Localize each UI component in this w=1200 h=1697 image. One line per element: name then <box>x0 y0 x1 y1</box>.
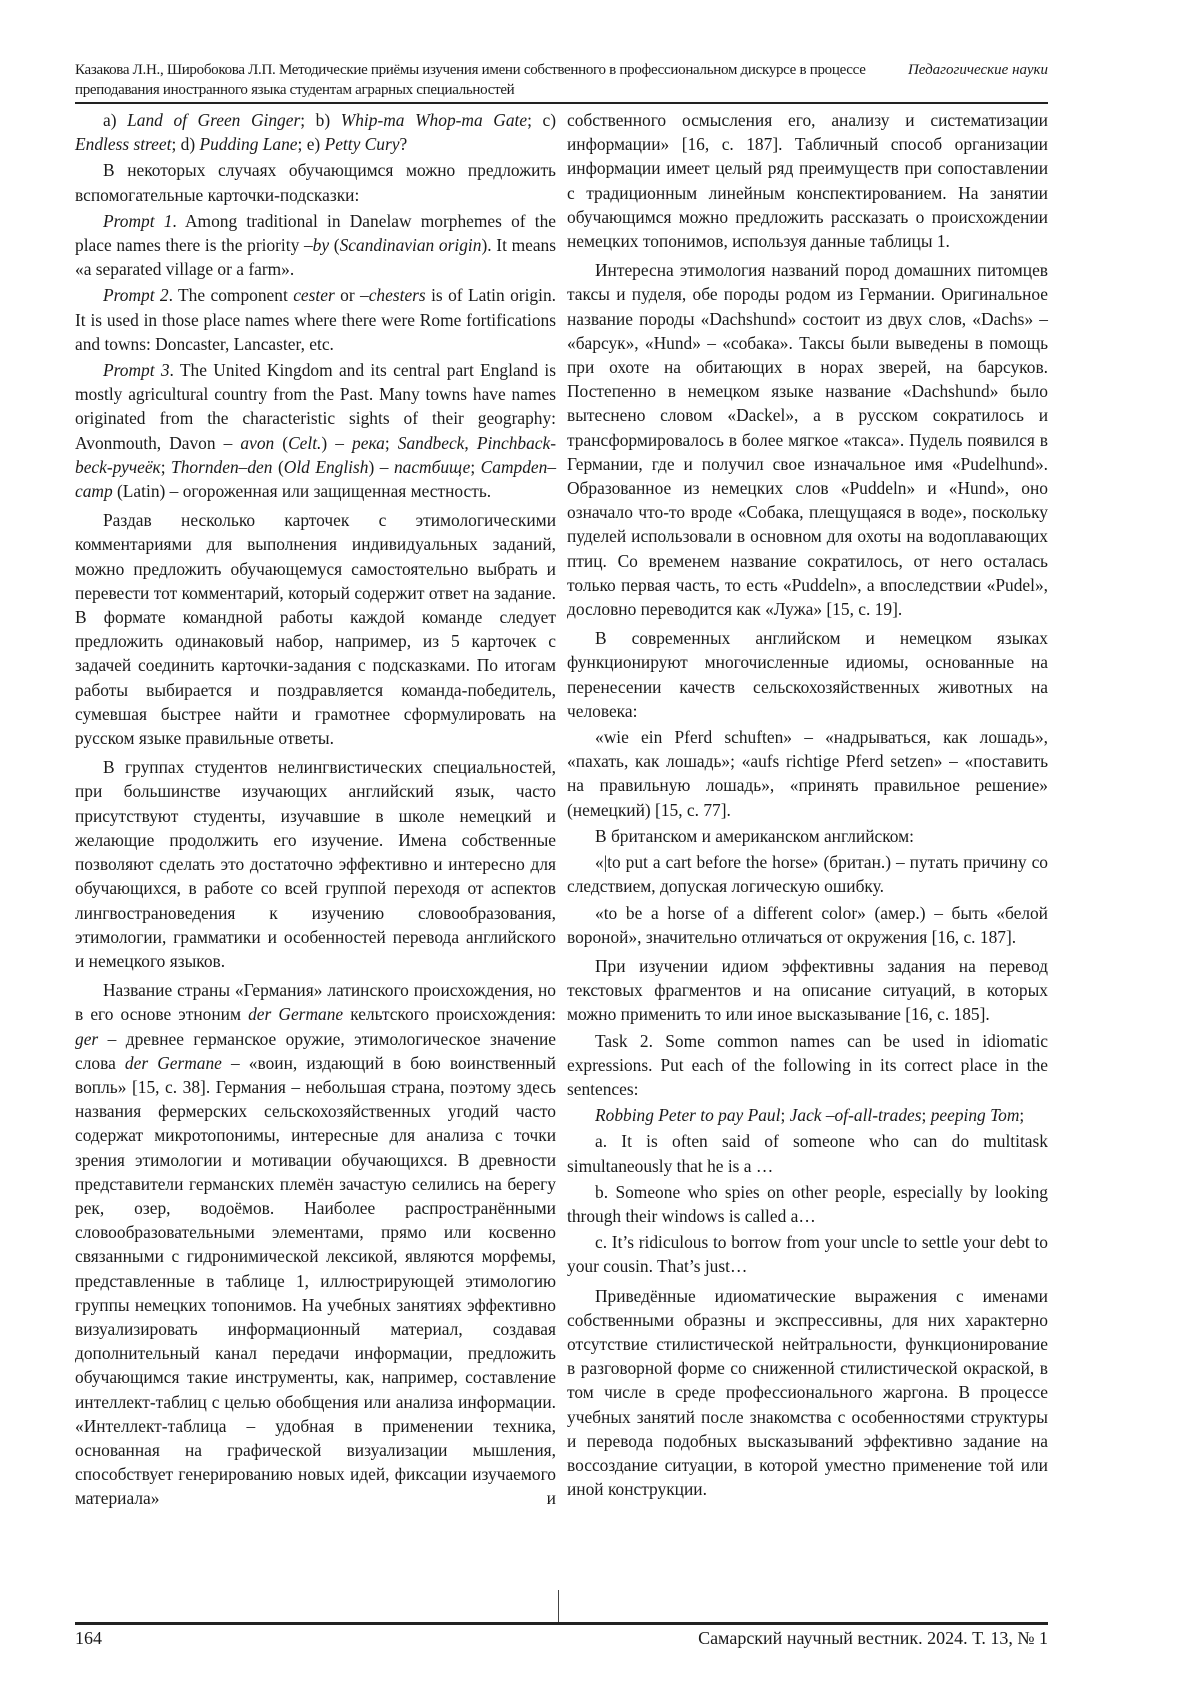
italic-text: –by <box>304 235 329 255</box>
paragraph <box>567 1029 1048 1102</box>
text: . Among traditional in Danelaw morphemes of the place names there is the priority <box>75 211 556 255</box>
text: ( <box>329 235 339 255</box>
paragraph <box>567 725 1048 822</box>
text: ) – <box>321 433 352 453</box>
header-rule <box>75 102 1048 104</box>
paragraph <box>75 755 556 973</box>
italic-text: Petty Cury <box>325 134 400 154</box>
text: or <box>335 285 360 305</box>
italic-text: Prompt 1 <box>103 211 172 231</box>
italic-text: река <box>352 433 385 453</box>
text: При изучении идиом эффективны задания на перевод текстовых фрагментов и на описание ситуаций, в которых можно применить то или иное высказывание [16, с. 185]. <box>567 956 1048 1024</box>
paragraph <box>75 283 556 356</box>
text: ; b) <box>300 110 341 130</box>
text: ; c) <box>527 110 556 130</box>
text: c. It’s ridiculous to borrow from your uncle to settle your debt to your cousin. That’s just… <box>567 1232 1048 1276</box>
text: В современных английском и немецком языках функционируют многочисленные идиомы, основанные на перенесении качеств сельскохозяйственных животных на человека: <box>567 628 1048 721</box>
text: ). It means «a separated village or a farm». <box>75 235 556 279</box>
paragraph <box>567 824 1048 848</box>
text: ; <box>1019 1105 1024 1125</box>
right-column <box>567 108 1048 1503</box>
page-number: 164 <box>75 1626 102 1650</box>
italic-text: Pinchback-beck-ручеёк <box>75 433 556 477</box>
journal-citation: Самарский научный вестник. 2024. Т. 13, № 1 <box>698 1626 1048 1650</box>
text: Task 2. Some common names can be used in idiomatic expressions. Put each of the following in its correct place in the sentences: <box>567 1031 1048 1099</box>
running-header <box>75 60 1048 100</box>
italic-text: Jack –of-all-trades <box>790 1105 922 1125</box>
paragraph <box>75 508 556 750</box>
text: кельтского происхождения: <box>343 1004 556 1024</box>
italic-text: der Germane <box>248 1004 343 1024</box>
italic-text: пастбище <box>394 457 470 477</box>
text: Интересна этимология названий пород домашних питомцев таксы и пуделя, обе породы родом из Германии. Оригинальное название породы «Dachshund» состоит из двух слов, «Dachs» – «барсук», «Hund» – «собака». Таксы были выведены в помощь при охоте на обитающих в норах зверей, на барсуков. Постепенно в немецком языке название «Dachshund» было вытеснено словом «Dackel», а в русском сократилось и трансформировалось в более мягкое «такса». Пудель появился в Германии, где и получил свое изначальное имя «Pudelhund». Образованное из немецких слов «Puddeln» и «Hund», оно означало что-то вроде «Собака, плещущаяся в воде», поскольку пуделей использовали в основном для охоты на водоплавающих птиц. Со временем название сократилось, от него осталась только первая часть, то есть «Puddeln», а впоследствии «Pudel», дословно переводится как «Лужа» [15, с. 19]. <box>567 260 1048 619</box>
italic-text: Campden–camp <box>75 457 556 501</box>
paragraph <box>75 978 556 1510</box>
paragraph <box>567 901 1048 949</box>
paragraph <box>567 954 1048 1027</box>
text: is of Latin origin. It is used in those place names where there were Rome fortifications and towns: Doncaster, Lancaster, etc. <box>75 285 556 353</box>
text: ? <box>399 134 407 154</box>
text: . The component <box>169 285 294 305</box>
italic-text: peeping Tom <box>931 1105 1020 1125</box>
italic-text: Robbing Peter to pay Paul <box>595 1105 780 1125</box>
text: ; <box>385 433 398 453</box>
text: ( <box>274 433 288 453</box>
paragraph <box>567 1129 1048 1177</box>
text: b. Someone who spies on other people, especially by looking through their windows is called a… <box>567 1182 1048 1226</box>
italic-text: Prompt 2 <box>103 285 169 305</box>
italic-text: avon <box>240 433 274 453</box>
text: Название страны «Германия» латинского происхождения, но в его основе этноним <box>75 980 556 1024</box>
text: , <box>464 433 476 453</box>
italic-text: –chesters <box>360 285 426 305</box>
italic-text: cester <box>293 285 335 305</box>
text: В британском и американском английском: <box>595 826 914 846</box>
italic-text: ger <box>75 1029 98 1049</box>
running-title: Казакова Л.Н., Широбокова Л.П. Методические приёмы изучения имени собственного в профессиональном дискурсе в процессе преподавания иностранного языка студентам аграрных специальностей <box>75 60 905 100</box>
text: ( <box>272 457 283 477</box>
paragraph <box>567 258 1048 621</box>
italic-text: Thornden–den <box>171 457 272 477</box>
text: a. It is often said of someone who can do multitask simultaneously that he is a … <box>567 1131 1048 1175</box>
text: a) <box>103 110 127 130</box>
paragraph <box>567 108 1048 253</box>
text: Приведённые идиоматические выражения с именами собственными образны и экспрессивны, для них характерно отсутствие стилистической нейтральности, функционирование в разговорной форме со сниженной стилистической окраской, в том числе в среде профессионального жаргона. В процессе учебных занятий после знакомства с особенностями структуры и перевода подобных высказываний эффективно задание на воссоздание ситуации, в которой уместно применение той или иной конструкции. <box>567 1286 1048 1500</box>
text: «|to put a cart before the horse» (британ.) – путать причину со следствием, допуская логическую ошибку. <box>567 852 1048 896</box>
text: ; d) <box>171 134 199 154</box>
paragraph <box>567 1284 1048 1502</box>
text: В группах студентов нелингвистических специальностей, при большинстве изучающих английский язык, часто присутствуют студенты, изучавшие в школе немецкий и желающие продолжить его изучение. Имена собственные позволяют сделать это достаточно эффективно и интересно для обучающихся, в работе со всей группой переходя от аспектов лингвострановедения к изучению словообразования, этимологии, грамматики и особенностей перевода английского и немецкого языков. <box>75 757 556 971</box>
text: (Latin) – огороженная или защищенная местность. <box>113 481 491 501</box>
paragraph <box>567 626 1048 723</box>
italic-text: Land of Green Ginger <box>127 110 300 130</box>
text: ; <box>161 457 171 477</box>
paragraph <box>567 1103 1048 1127</box>
text: собственного осмысления его, анализу и систематизации информации» [16, с. 187]. Табличный способ организации информации имеет целый ряд преимуществ при сопоставлении с традиционным линейным конспектированием. На занятии обучающимся можно предложить рассказать о происхождении немецких топонимов, используя данные таблицы 1. <box>567 110 1048 251</box>
footer-rule <box>75 1622 1048 1625</box>
text: – древнее германское оружие, этимологическое значение слова <box>75 1029 556 1073</box>
paragraph <box>75 158 556 206</box>
text: «to be a horse of a different color» (амер.) – быть «белой вороной», значительно отличаться от окружения [16, с. 187]. <box>567 903 1048 947</box>
text: ) – <box>368 457 393 477</box>
left-column <box>75 108 556 1513</box>
text: ; e) <box>298 134 325 154</box>
text: . The United Kingdom and its central part England is mostly agricultural country from the Past. Many towns have names originated from the characteristic sights of their geography: Avonmouth, Davon – <box>75 360 556 453</box>
italic-text: Endless street <box>75 134 171 154</box>
paragraph <box>567 1180 1048 1228</box>
italic-text: der Germane <box>125 1053 222 1073</box>
text: В некоторых случаях обучающимся можно предложить вспомогательные карточки-подсказки: <box>75 160 556 204</box>
text: ; <box>922 1105 931 1125</box>
italic-text: Prompt 3 <box>103 360 170 380</box>
italic-text: Scandinavian origin <box>340 235 482 255</box>
italic-text: Old English <box>284 457 369 477</box>
italic-text: Pudding Lane <box>199 134 297 154</box>
section-name: Педагогические науки <box>908 60 1048 80</box>
paragraph <box>75 209 556 282</box>
text: «wie ein Pferd schuften» – «надрываться, как лошадь», «пахать, как лошадь»; «aufs richtige Pferd setzen» – «поставить на правильную лошадь», «принять правильное решение» (немецкий) [15, с. 77]. <box>567 727 1048 820</box>
paragraph <box>75 358 556 503</box>
text: ; <box>470 457 480 477</box>
text: ; <box>780 1105 789 1125</box>
italic-text: Sandbeck <box>398 433 465 453</box>
italic-text: Whip-ma Whop-ma Gate <box>341 110 527 130</box>
paragraph <box>567 1230 1048 1278</box>
paragraph <box>567 850 1048 898</box>
paragraph <box>75 108 556 156</box>
text: – «воин, издающий в бою воинственный вопль» [15, с. 38]. Германия – небольшая страна, поэтому здесь названия фермерских сельскохозяйственных угодий часто содержат микротопонимы, интересные для анализа с точки зрения этимологии и мотивации обучающихся. В древности представители германских племён зачастую селились на берегу рек, озер, водоёмов. Наиболее распространёнными словообразовательными элементами, прямо или косвенно связанными с гидронимической лексикой, являются морфемы, представленные в таблице 1, иллюстрирующей этимологию группы немецких топонимов. На учебных занятиях эффективно визуализировать информационный материал, создавая дополнительный канал передачи информации, предложить обучающимся такие инструменты, как, например, составление интеллект-таблиц с целью обобщения или анализа информации. «Интеллект-таблица – удобная в применении техника, основанная на графической визуализации мышления, способствует генерированию новых идей, фиксации изучаемого материала» и <box>75 1053 556 1509</box>
text: Раздав несколько карточек с этимологическими комментариями для выполнения индивидуальных заданий, можно предложить обучающемуся самостоятельно выбрать и перевести тот комментарий, который содержит ответ на задание. В формате командной работы каждой команде следует предложить одинаковый набор, например, из 5 карточек с задачей соединить карточки-задания с подсказками. По итогам работы выбирается и поздравляется команда-победитель, сумевшая быстрее найти и грамотнее сформулировать на русском языке правильные ответы. <box>75 510 556 748</box>
italic-text: Celt. <box>288 433 321 453</box>
column-divider <box>558 1590 559 1622</box>
